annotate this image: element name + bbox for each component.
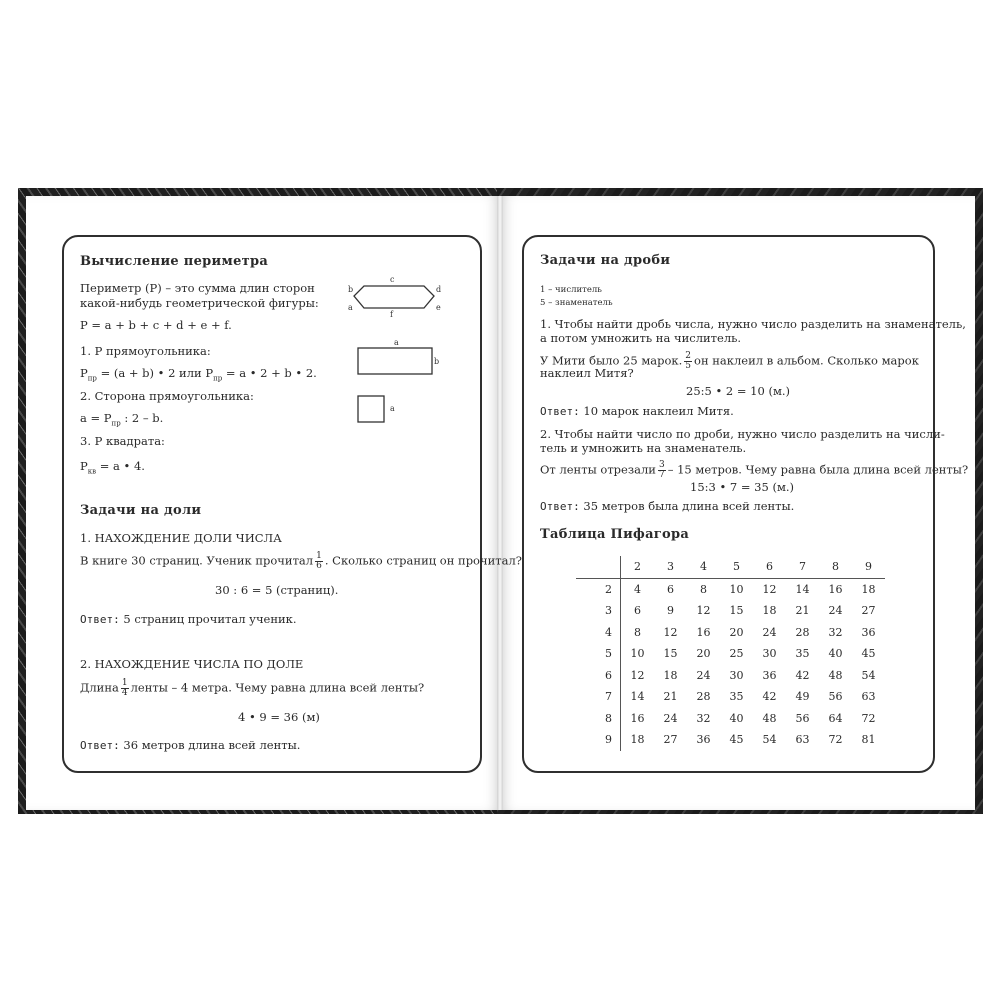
fractions-title: Задачи на дроби — [540, 253, 671, 268]
table-cell: 28 — [696, 690, 711, 704]
col-header: 7 — [786, 556, 819, 578]
pythagoras-table — [576, 556, 885, 751]
table-cell: 9 — [667, 604, 674, 618]
shape-diagrams — [340, 272, 460, 432]
perimeter-item-2: 2. Сторона прямоугольника: — [80, 389, 254, 403]
perimeter-title: Вычисление периметра — [80, 254, 269, 269]
table-cell: 10 — [630, 647, 645, 661]
square-formula: $P_{кв} = a$ • 4. — [80, 459, 145, 476]
table-cell: 54 — [762, 733, 777, 747]
fractions-answer-2: Ответ: 35 метров была длина всей ленты. — [540, 499, 795, 513]
shares-problem-1: В книге 30 страниц. Ученик прочитал $\frac{1}{6}$ . Сколько страниц он прочитал? — [80, 551, 522, 571]
table-cell: 20 — [729, 625, 744, 639]
label-b: b — [348, 285, 354, 294]
pythagoras-header-row — [576, 556, 885, 578]
table-cell: 48 — [828, 668, 843, 682]
col-header: 5 — [720, 556, 753, 578]
col-header: 6 — [753, 556, 786, 578]
col-header: 9 — [852, 556, 885, 578]
table-cell: 8 — [634, 625, 641, 639]
side-formula: $a = P_{пр}$ : 2 – b. — [80, 411, 164, 428]
table-cell: 49 — [795, 690, 810, 704]
table-cell: 24 — [663, 711, 678, 725]
row-header: 9 — [576, 729, 621, 751]
row-header: 3 — [576, 600, 621, 622]
fractions-rule-1b: а потом умножить на числитель. — [540, 331, 742, 345]
label-e: e — [436, 303, 441, 312]
table-cell: 45 — [729, 733, 744, 747]
table-cell: 4 — [634, 582, 641, 596]
row-header: 4 — [576, 622, 621, 644]
table-cell: 18 — [861, 582, 876, 596]
table-row — [576, 643, 885, 665]
table-cell: 18 — [630, 733, 645, 747]
row-header: 8 — [576, 708, 621, 730]
shares-problem-2: Длина $\frac{1}{4}$ ленты – 4 метра. Чему равна длина всей ленты? — [80, 678, 425, 698]
perimeter-item-3: 3. P квадрата: — [80, 434, 165, 448]
table-cell: 32 — [696, 711, 711, 725]
table-cell: 45 — [861, 647, 876, 661]
col-header: 2 — [621, 556, 655, 578]
fractions-rule-2a: 2. Чтобы найти число по дроби, нужно число разделить на числи- — [540, 427, 945, 441]
table-cell: 24 — [762, 625, 777, 639]
table-cell: 63 — [861, 690, 876, 704]
table-cell: 28 — [795, 625, 810, 639]
table-row — [576, 600, 885, 622]
table-cell: 16 — [630, 711, 645, 725]
table-cell: 27 — [861, 604, 876, 618]
table-cell: 15 — [729, 604, 744, 618]
table-cell: 14 — [795, 582, 810, 596]
row-header: 5 — [576, 643, 621, 665]
square-label-a: a — [390, 404, 395, 413]
table-row — [576, 665, 885, 687]
book-gutter — [497, 196, 503, 810]
row-header: 7 — [576, 686, 621, 708]
fractions-rule-2b: тель и умножить на знаменатель. — [540, 441, 747, 455]
table-cell: 12 — [630, 668, 645, 682]
table-cell: 16 — [828, 582, 843, 596]
table-cell: 24 — [696, 668, 711, 682]
table-cell: 14 — [630, 690, 645, 704]
col-header: 4 — [687, 556, 720, 578]
label-d: d — [436, 285, 442, 294]
row-header: 2 — [576, 578, 621, 600]
shares-title: Задачи на доли — [80, 503, 202, 518]
table-cell: 63 — [795, 733, 810, 747]
table-cell: 15 — [663, 647, 678, 661]
rectangle-shape — [358, 348, 432, 374]
table-cell: 21 — [663, 690, 678, 704]
shares-calc-1: 30 : 6 = 5 (страниц). — [215, 583, 339, 597]
table-cell: 24 — [828, 604, 843, 618]
fractions-answer-1: Ответ: 10 марок наклеил Митя. — [540, 404, 734, 418]
rect-perimeter-formula: $P_{пр} = (a + b)$ • 2 или $P_{пр} = a$ • 2 + b • 2. — [80, 366, 317, 383]
table-row — [576, 686, 885, 708]
table-cell: 21 — [795, 604, 810, 618]
table-cell: 6 — [634, 604, 641, 618]
table-cell: 18 — [663, 668, 678, 682]
table-cell: 32 — [828, 625, 843, 639]
table-cell: 30 — [762, 647, 777, 661]
table-cell: 20 — [696, 647, 711, 661]
denominator-label: 5 – знаменатель — [540, 298, 613, 308]
table-cell: 12 — [762, 582, 777, 596]
pythagoras-corner — [576, 556, 621, 578]
label-f: f — [390, 310, 393, 319]
table-cell: 42 — [762, 690, 777, 704]
table-cell: 12 — [696, 604, 711, 618]
table-cell: 40 — [828, 647, 843, 661]
table-cell: 81 — [861, 733, 876, 747]
table-cell: 12 — [663, 625, 678, 639]
table-cell: 54 — [861, 668, 876, 682]
hexagon-shape — [354, 286, 434, 308]
table-cell: 35 — [795, 647, 810, 661]
table-cell: 16 — [696, 625, 711, 639]
rect-label-b: b — [434, 357, 440, 366]
shares-answer-1: Ответ: 5 страниц прочитал ученик. — [80, 612, 297, 626]
perimeter-item-1: 1. P прямоугольника: — [80, 344, 211, 358]
col-header: 3 — [654, 556, 687, 578]
table-cell: 56 — [828, 690, 843, 704]
table-cell: 6 — [667, 582, 674, 596]
table-cell: 30 — [729, 668, 744, 682]
fractions-rule-1a: 1. Чтобы найти дробь числа, нужно число разделить на знаменатель, — [540, 317, 966, 331]
shares-answer-2: Ответ: 36 метров длина всей ленты. — [80, 738, 301, 752]
table-cell: 27 — [663, 733, 678, 747]
table-cell: 18 — [762, 604, 777, 618]
fractions-task-1: У Мити было 25 марок. $\frac{2}{5}$ он наклеил в альбом. Сколько марок — [540, 351, 919, 371]
col-header: 8 — [819, 556, 852, 578]
table-cell: 48 — [762, 711, 777, 725]
table-cell: 40 — [729, 711, 744, 725]
table-cell: 36 — [861, 625, 876, 639]
table-cell: 8 — [700, 582, 707, 596]
label-a: a — [348, 303, 353, 312]
table-row — [576, 622, 885, 644]
pythagoras-title: Таблица Пифагора — [540, 527, 690, 542]
table-row — [576, 729, 885, 751]
fractions-task-2: От ленты отрезали $\frac{3}{7}$ – 15 метров. Чему равна была длина всей ленты? — [540, 460, 969, 480]
label-c: c — [390, 275, 395, 284]
table-cell: 56 — [795, 711, 810, 725]
table-cell: 25 — [729, 647, 744, 661]
table-row — [576, 578, 885, 600]
rect-label-a: a — [394, 338, 399, 347]
shares-heading-2: 2. НАХОЖДЕНИЕ ЧИСЛА ПО ДОЛЕ — [80, 657, 304, 671]
table-cell: 36 — [762, 668, 777, 682]
table-cell: 35 — [729, 690, 744, 704]
table-row — [576, 708, 885, 730]
shares-heading-1: 1. НАХОЖДЕНИЕ ДОЛИ ЧИСЛА — [80, 531, 282, 545]
table-cell: 72 — [861, 711, 876, 725]
fractions-task-1c: наклеил Митя? — [540, 366, 634, 380]
shares-calc-2: 4 • 9 = 36 (м) — [238, 710, 320, 724]
table-cell: 42 — [795, 668, 810, 682]
fractions-calc-1: 25:5 • 2 = 10 (м.) — [686, 384, 791, 398]
numerator-label: 1 – числитель — [540, 285, 602, 295]
table-cell: 72 — [828, 733, 843, 747]
table-cell: 10 — [729, 582, 744, 596]
perimeter-formula: P = a + b + c + d + e + f. — [80, 318, 232, 332]
fractions-calc-2: 15:3 • 7 = 35 (м.) — [690, 480, 795, 494]
table-cell: 36 — [696, 733, 711, 747]
perimeter-def-2: какой-нибудь геометрической фигуры: — [80, 296, 319, 310]
perimeter-def-1: Периметр (P) – это сумма длин сторон — [80, 281, 315, 295]
square-shape — [358, 396, 384, 422]
row-header: 6 — [576, 665, 621, 687]
table-cell: 64 — [828, 711, 843, 725]
